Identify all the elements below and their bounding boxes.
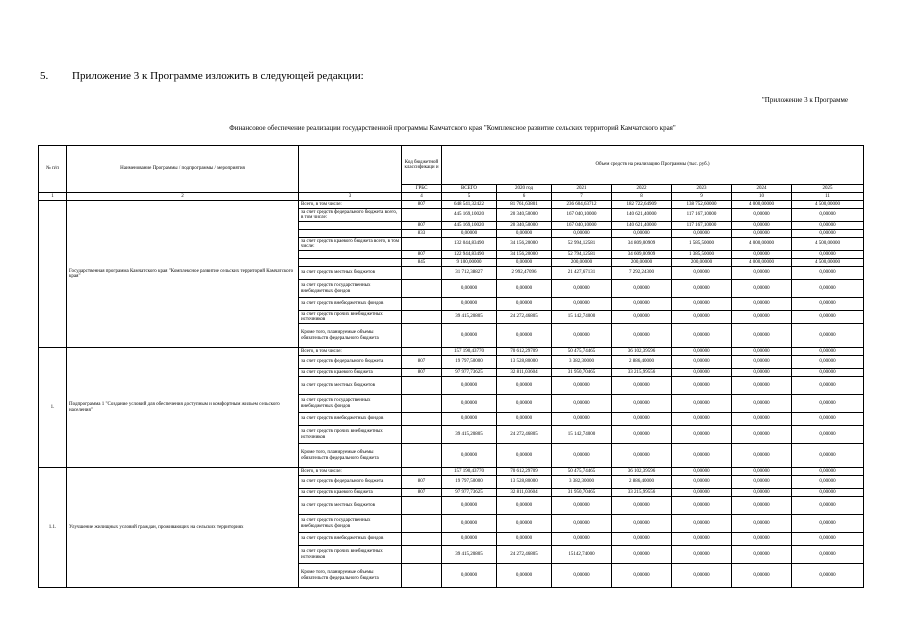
amount-cell: 0,00000 xyxy=(552,413,612,426)
amount-cell: 21 427,67131 xyxy=(552,267,612,280)
amount-cell: 0,00000 xyxy=(672,444,732,468)
amount-cell: 0,00000 xyxy=(497,298,552,311)
amount-cell: 0,00000 xyxy=(442,564,497,588)
grbs-code: 807 xyxy=(402,201,442,209)
index-cell: 9 xyxy=(672,193,732,201)
amount-cell: 0,00000 xyxy=(672,369,732,377)
amount-cell: 0,00000 xyxy=(732,444,792,468)
amount-cell: 0,00000 xyxy=(732,230,792,238)
amount-cell: 19 797,50000 xyxy=(442,476,497,489)
program-name: Улучшение жилищных условий граждан, проживающих на сельских территориях xyxy=(67,468,299,588)
index-row xyxy=(39,193,864,201)
amount-cell: 0,00000 xyxy=(612,311,672,324)
amount-cell: 0,00000 xyxy=(672,426,732,444)
amount-cell: 117 167,10000 xyxy=(672,209,732,222)
amount-cell: 81 761,63801 xyxy=(497,201,552,209)
header-row xyxy=(39,146,864,185)
index-cell: 5 xyxy=(442,193,497,201)
amount-cell: 0,00000 xyxy=(497,533,552,546)
amount-cell: 0,00000 xyxy=(612,564,672,588)
amendment-number: 5. xyxy=(40,70,49,82)
amount-cell: 0,00000 xyxy=(732,413,792,426)
amount-cell: 0,00000 xyxy=(552,377,612,395)
amount-cell: 648 541,32422 xyxy=(442,201,497,209)
amount-cell: 0,00000 xyxy=(497,515,552,533)
amount-cell: 0,00000 xyxy=(792,222,864,230)
amount-cell: 0,00000 xyxy=(552,395,612,413)
amount-cell: 97 977,73625 xyxy=(442,369,497,377)
amount-cell: 0,00000 xyxy=(672,280,732,298)
amount-cell: 0,00000 xyxy=(672,515,732,533)
amount-cell: 0,00000 xyxy=(552,564,612,588)
amount-cell: 0,00000 xyxy=(792,324,864,348)
amount-cell: 70 612,29709 xyxy=(497,468,552,476)
amount-cell: 0,00000 xyxy=(732,356,792,369)
header-grbs: ГРБС xyxy=(402,185,442,193)
amount-cell: 0,00000 xyxy=(552,533,612,546)
amount-cell: 34 609,00909 xyxy=(612,251,672,259)
appendix-note: "Приложение 3 к Программе xyxy=(761,96,848,104)
amount-cell: 0,00000 xyxy=(552,298,612,311)
amount-cell: 39 415,20805 xyxy=(442,426,497,444)
funding-source xyxy=(299,251,402,259)
funding-source: за счет средств прочих внебюджетных источников xyxy=(299,311,402,324)
funding-source: за счет средств местных бюджетов xyxy=(299,377,402,395)
amount-cell: 0,00000 xyxy=(672,497,732,515)
header-col: ВСЕГО xyxy=(442,185,497,193)
amount-cell: 50 475,74465 xyxy=(552,348,612,356)
amount-cell: 0,00000 xyxy=(792,356,864,369)
amount-cell: 0,00000 xyxy=(672,468,732,476)
amount-cell: 2 886,40000 xyxy=(612,356,672,369)
amount-cell: 0,00000 xyxy=(497,377,552,395)
amount-cell: 0,00000 xyxy=(732,324,792,348)
grbs-code xyxy=(402,426,442,444)
amount-cell: 0,00000 xyxy=(672,377,732,395)
amount-cell: 0,00000 xyxy=(612,230,672,238)
grbs-code xyxy=(402,298,442,311)
amount-cell: 50 475,74465 xyxy=(552,468,612,476)
amount-cell: 4 000,00000 xyxy=(732,259,792,267)
grbs-code xyxy=(402,280,442,298)
amount-cell: 157 190,43770 xyxy=(442,348,497,356)
row-number: 1.1. xyxy=(39,468,67,588)
amount-cell: 24 272,46805 xyxy=(497,546,552,564)
amount-cell: 445 169,10020 xyxy=(442,222,497,230)
amount-cell: 15 142,74000 xyxy=(552,426,612,444)
amount-cell: 157 190,43770 xyxy=(442,468,497,476)
grbs-code: 807 xyxy=(402,251,442,259)
grbs-code: 807 xyxy=(402,476,442,489)
amount-cell: 0,00000 xyxy=(442,395,497,413)
funding-source: Всего, в том числе: xyxy=(299,348,402,356)
amendment-heading xyxy=(40,70,364,82)
index-cell: 10 xyxy=(732,193,792,201)
amount-cell: 0,00000 xyxy=(732,209,792,222)
funding-source: за счет средств краевого бюджета xyxy=(299,369,402,377)
amount-cell: 0,00000 xyxy=(497,259,552,267)
amount-cell: 32 811,03604 xyxy=(497,369,552,377)
amount-cell: 24 272,46805 xyxy=(497,426,552,444)
amount-cell: 0,00000 xyxy=(442,533,497,546)
program-name: Государственная программа Камчатского края "Комплексное развитие сельских территорий Камчатского края" xyxy=(67,201,299,348)
grbs-code xyxy=(402,238,442,251)
amount-cell: 0,00000 xyxy=(732,533,792,546)
amount-cell: 0,00000 xyxy=(612,413,672,426)
amount-cell: 0,00000 xyxy=(497,280,552,298)
amount-cell: 0,00000 xyxy=(792,413,864,426)
funding-source: за счет средств федерального бюджета всего, в том числе: xyxy=(299,209,402,222)
amount-cell: 31 950,70465 xyxy=(552,369,612,377)
amount-cell: 167 040,10000 xyxy=(552,222,612,230)
amount-cell: 0,00000 xyxy=(732,515,792,533)
funding-source: Кроме того, планируемые объемы обязательств федерального бюджета xyxy=(299,444,402,468)
header-num: № п/п xyxy=(39,146,67,193)
header-volume: Объем средств на реализацию Программы (тыс. руб.) xyxy=(442,146,864,185)
amount-cell: 0,00000 xyxy=(612,444,672,468)
amount-cell: 20 340,50000 xyxy=(497,222,552,230)
grbs-code xyxy=(402,377,442,395)
amount-cell: 132 044,83490 xyxy=(442,238,497,251)
amount-cell: 0,00000 xyxy=(672,324,732,348)
amount-cell: 0,00000 xyxy=(792,311,864,324)
funding-source: за счет средств внебюджетных фондов xyxy=(299,413,402,426)
grbs-code xyxy=(402,564,442,588)
header-col: 2021 xyxy=(552,185,612,193)
amount-cell: 0,00000 xyxy=(497,444,552,468)
amount-cell: 3 382,30000 xyxy=(552,476,612,489)
amount-cell: 0,00000 xyxy=(497,497,552,515)
amount-cell: 0,00000 xyxy=(792,251,864,259)
amount-cell: 0,00000 xyxy=(612,426,672,444)
amount-cell: 0,00000 xyxy=(792,369,864,377)
amount-cell: 0,00000 xyxy=(552,515,612,533)
funding-source: за счет средств государственных внебюджетных фондов xyxy=(299,280,402,298)
grbs-code xyxy=(402,497,442,515)
funding-source: за счет средств прочих внебюджетных источников xyxy=(299,546,402,564)
amount-cell: 182 722,64909 xyxy=(612,201,672,209)
amount-cell: 0,00000 xyxy=(732,497,792,515)
amount-cell: 0,00000 xyxy=(552,280,612,298)
index-cell: 3 xyxy=(299,193,402,201)
amount-cell: 0,00000 xyxy=(792,280,864,298)
amount-cell: 15142,74000 xyxy=(552,546,612,564)
amount-cell: 0,00000 xyxy=(792,267,864,280)
amount-cell: 0,00000 xyxy=(732,564,792,588)
amount-cell: 0,00000 xyxy=(612,280,672,298)
grbs-code xyxy=(402,468,442,476)
funding-source: за счет средств местных бюджетов xyxy=(299,267,402,280)
amount-cell: 0,00000 xyxy=(672,395,732,413)
amount-cell: 0,00000 xyxy=(732,426,792,444)
grbs-code xyxy=(402,209,442,222)
amount-cell: 0,00000 xyxy=(612,497,672,515)
amount-cell: 34 156,20000 xyxy=(497,238,552,251)
amount-cell: 0,00000 xyxy=(732,476,792,489)
amount-cell: 0,00000 xyxy=(792,497,864,515)
amount-cell: 0,00000 xyxy=(672,489,732,497)
table-row xyxy=(39,201,864,209)
amount-cell: 117 167,10000 xyxy=(672,222,732,230)
amount-cell: 0,00000 xyxy=(442,515,497,533)
amount-cell: 0,00000 xyxy=(612,298,672,311)
amount-cell: 0,00000 xyxy=(552,230,612,238)
amount-cell: 0,00000 xyxy=(792,348,864,356)
amount-cell: 0,00000 xyxy=(442,497,497,515)
funding-source: за счет средств федерального бюджета xyxy=(299,356,402,369)
amount-cell: 0,00000 xyxy=(612,546,672,564)
amount-cell: 0,00000 xyxy=(552,497,612,515)
amount-cell: 20 340,50000 xyxy=(497,209,552,222)
amount-cell: 52 794,12581 xyxy=(552,251,612,259)
index-cell: 8 xyxy=(612,193,672,201)
amount-cell: 2 886,40000 xyxy=(612,476,672,489)
amount-cell: 200,00000 xyxy=(612,259,672,267)
amount-cell: 0,00000 xyxy=(792,489,864,497)
amount-cell: 0,00000 xyxy=(552,444,612,468)
amount-cell: 0,00000 xyxy=(442,413,497,426)
amount-cell: 0,00000 xyxy=(672,348,732,356)
table-row xyxy=(39,468,864,476)
amount-cell: 7 292,24300 xyxy=(612,267,672,280)
grbs-code xyxy=(402,324,442,348)
amount-cell: 4 500,00000 xyxy=(792,259,864,267)
grbs-code xyxy=(402,311,442,324)
document-title: Финансовое обеспечение реализации государственной программы Камчатского края "Комплексное развитие сельских территорий Камчатского края" xyxy=(229,124,676,132)
grbs-code xyxy=(402,413,442,426)
amount-cell: 0,00000 xyxy=(732,489,792,497)
header-col: 2023 xyxy=(672,185,732,193)
amount-cell: 0,00000 xyxy=(497,413,552,426)
amount-cell: 0,00000 xyxy=(672,476,732,489)
header-col: 2024 xyxy=(732,185,792,193)
amount-cell: 34 809,00909 xyxy=(612,238,672,251)
index-cell: 1 xyxy=(39,193,67,201)
header-col: 2022 xyxy=(612,185,672,193)
amount-cell: 445 169,10020 xyxy=(442,209,497,222)
funding-source: Кроме того, планируемые объемы обязательств федерального бюджета xyxy=(299,324,402,348)
amount-cell: 19 797,50000 xyxy=(442,356,497,369)
row-number: 1. xyxy=(39,348,67,468)
amount-cell: 0,00000 xyxy=(792,377,864,395)
program-name: Подпрограмма 1 "Создание условий для обеспечения доступным и комфортным жильем сельского населения" xyxy=(67,348,299,468)
amount-cell: 0,00000 xyxy=(732,311,792,324)
funding-source xyxy=(299,222,402,230)
grbs-code xyxy=(402,533,442,546)
amount-cell: 200,00000 xyxy=(672,259,732,267)
grbs-code xyxy=(402,348,442,356)
amount-cell: 4 500,00000 xyxy=(792,238,864,251)
amount-cell: 36 102,39596 xyxy=(612,348,672,356)
amount-cell: 3 382,30000 xyxy=(552,356,612,369)
amount-cell: 0,00000 xyxy=(497,324,552,348)
table-row xyxy=(39,348,864,356)
amount-cell: 13 528,80000 xyxy=(497,356,552,369)
amount-cell: 36 102,39596 xyxy=(612,468,672,476)
amount-cell: 140 621,40000 xyxy=(612,222,672,230)
amount-cell: 0,00000 xyxy=(442,280,497,298)
amount-cell: 0,00000 xyxy=(672,230,732,238)
amount-cell: 0,00000 xyxy=(732,251,792,259)
amount-cell: 39 415,20805 xyxy=(442,311,497,324)
amount-cell: 0,00000 xyxy=(612,533,672,546)
amount-cell: 2 992,47096 xyxy=(497,267,552,280)
amount-cell: 1 385,50000 xyxy=(672,251,732,259)
amount-cell: 200,00000 xyxy=(552,259,612,267)
funding-source: Всего, в том числе: xyxy=(299,201,402,209)
amount-cell: 0,00000 xyxy=(442,230,497,238)
funding-source: за счет средств местных бюджетов xyxy=(299,497,402,515)
grbs-code xyxy=(402,546,442,564)
amount-cell: 31 950,70465 xyxy=(552,489,612,497)
grbs-code xyxy=(402,444,442,468)
amount-cell: 0,00000 xyxy=(732,280,792,298)
amount-cell: 0,00000 xyxy=(442,444,497,468)
amount-cell: 31 712,38827 xyxy=(442,267,497,280)
amount-cell: 24 272,46805 xyxy=(497,311,552,324)
amount-cell: 0,00000 xyxy=(792,546,864,564)
amount-cell: 0,00000 xyxy=(732,546,792,564)
amount-cell: 0,00000 xyxy=(792,444,864,468)
grbs-code: 807 xyxy=(402,222,442,230)
funding-source: за счет средств краевого бюджета xyxy=(299,489,402,497)
amount-cell: 0,00000 xyxy=(792,468,864,476)
grbs-code xyxy=(402,395,442,413)
amount-cell: 34 156,20000 xyxy=(497,251,552,259)
amount-cell: 236 604,63712 xyxy=(552,201,612,209)
index-cell: 6 xyxy=(497,193,552,201)
financing-table xyxy=(38,145,864,588)
amount-cell: 0,00000 xyxy=(442,324,497,348)
amount-cell: 0,00000 xyxy=(672,564,732,588)
amount-cell: 122 944,83490 xyxy=(442,251,497,259)
funding-source: Всего, в том числе: xyxy=(299,468,402,476)
header-name: Наименование Программы / подпрограммы / мероприятия xyxy=(67,146,299,193)
funding-source: за счет средств внебюджетных фондов xyxy=(299,533,402,546)
amount-cell: 0,00000 xyxy=(442,298,497,311)
amount-cell: 0,00000 xyxy=(792,564,864,588)
amount-cell: 138 752,60000 xyxy=(672,201,732,209)
index-cell: 11 xyxy=(792,193,864,201)
amount-cell: 13 528,80000 xyxy=(497,476,552,489)
row-number xyxy=(39,201,67,348)
amount-cell: 0,00000 xyxy=(792,395,864,413)
funding-source: за счет средств краевого бюджета всего, в том числе: xyxy=(299,238,402,251)
amount-cell: 33 215,99556 xyxy=(612,489,672,497)
amount-cell: 0,00000 xyxy=(792,298,864,311)
amount-cell: 0,00000 xyxy=(792,230,864,238)
funding-source: за счет средств внебюджетных фондов xyxy=(299,298,402,311)
amount-cell: 0,00000 xyxy=(612,324,672,348)
funding-source: Кроме того, планируемые объемы обязательств федерального бюджета xyxy=(299,564,402,588)
amount-cell: 4 000,00000 xyxy=(732,201,792,209)
amount-cell: 32 811,03604 xyxy=(497,489,552,497)
amount-cell: 0,00000 xyxy=(497,230,552,238)
amount-cell: 0,00000 xyxy=(612,395,672,413)
amount-cell: 9 100,00000 xyxy=(442,259,497,267)
grbs-code: 807 xyxy=(402,369,442,377)
amount-cell: 0,00000 xyxy=(792,533,864,546)
amount-cell: 0,00000 xyxy=(792,515,864,533)
amount-cell: 0,00000 xyxy=(672,546,732,564)
amount-cell: 4 000,00000 xyxy=(732,238,792,251)
amount-cell: 0,00000 xyxy=(672,267,732,280)
amount-cell: 0,00000 xyxy=(732,348,792,356)
header-source xyxy=(299,146,402,193)
grbs-code xyxy=(402,515,442,533)
grbs-code: 807 xyxy=(402,356,442,369)
amount-cell: 0,00000 xyxy=(442,377,497,395)
amount-cell: 1 585,50000 xyxy=(672,238,732,251)
amount-cell: 167 040,10000 xyxy=(552,209,612,222)
amount-cell: 0,00000 xyxy=(612,377,672,395)
amount-cell: 0,00000 xyxy=(672,298,732,311)
amount-cell: 0,00000 xyxy=(732,395,792,413)
amount-cell: 0,00000 xyxy=(732,468,792,476)
amount-cell: 0,00000 xyxy=(552,324,612,348)
grbs-code xyxy=(402,267,442,280)
funding-source xyxy=(299,230,402,238)
funding-source: за счет средств федерального бюджета xyxy=(299,476,402,489)
amount-cell: 4 500,00000 xyxy=(792,201,864,209)
amount-cell: 0,00000 xyxy=(672,356,732,369)
grbs-code: 833 xyxy=(402,230,442,238)
amount-cell: 0,00000 xyxy=(732,267,792,280)
amount-cell: 0,00000 xyxy=(792,209,864,222)
index-cell: 2 xyxy=(67,193,299,201)
grbs-code: 845 xyxy=(402,259,442,267)
amount-cell: 0,00000 xyxy=(792,476,864,489)
index-cell: 7 xyxy=(552,193,612,201)
amendment-text: Приложение 3 к Программе изложить в следующей редакции: xyxy=(72,70,364,82)
funding-source xyxy=(299,259,402,267)
amount-cell: 33 215,99556 xyxy=(612,369,672,377)
amount-cell: 0,00000 xyxy=(792,426,864,444)
amount-cell: 70 612,29709 xyxy=(497,348,552,356)
header-col: 2020 год xyxy=(497,185,552,193)
amount-cell: 0,00000 xyxy=(612,515,672,533)
amount-cell: 97 977,73625 xyxy=(442,489,497,497)
header-code: Код бюджетной классификаци и xyxy=(402,146,442,185)
funding-source: за счет средств государственных внебюджетных фондов xyxy=(299,515,402,533)
funding-source: за счет средств государственных внебюджетных фондов xyxy=(299,395,402,413)
amount-cell: 0,00000 xyxy=(732,298,792,311)
index-cell: 4 xyxy=(402,193,442,201)
amount-cell: 0,00000 xyxy=(672,413,732,426)
funding-source: за счет средств прочих внебюджетных источников xyxy=(299,426,402,444)
amount-cell: 0,00000 xyxy=(732,369,792,377)
amount-cell: 0,00000 xyxy=(732,222,792,230)
amount-cell: 140 621,40000 xyxy=(612,209,672,222)
grbs-code: 807 xyxy=(402,489,442,497)
amount-cell: 0,00000 xyxy=(497,564,552,588)
amount-cell: 0,00000 xyxy=(672,533,732,546)
amount-cell: 15 142,74000 xyxy=(552,311,612,324)
amount-cell: 0,00000 xyxy=(672,311,732,324)
amount-cell: 0,00000 xyxy=(497,395,552,413)
amount-cell: 0,00000 xyxy=(732,377,792,395)
header-col: 2025 xyxy=(792,185,864,193)
amount-cell: 52 994,12581 xyxy=(552,238,612,251)
amount-cell: 39 415,20805 xyxy=(442,546,497,564)
